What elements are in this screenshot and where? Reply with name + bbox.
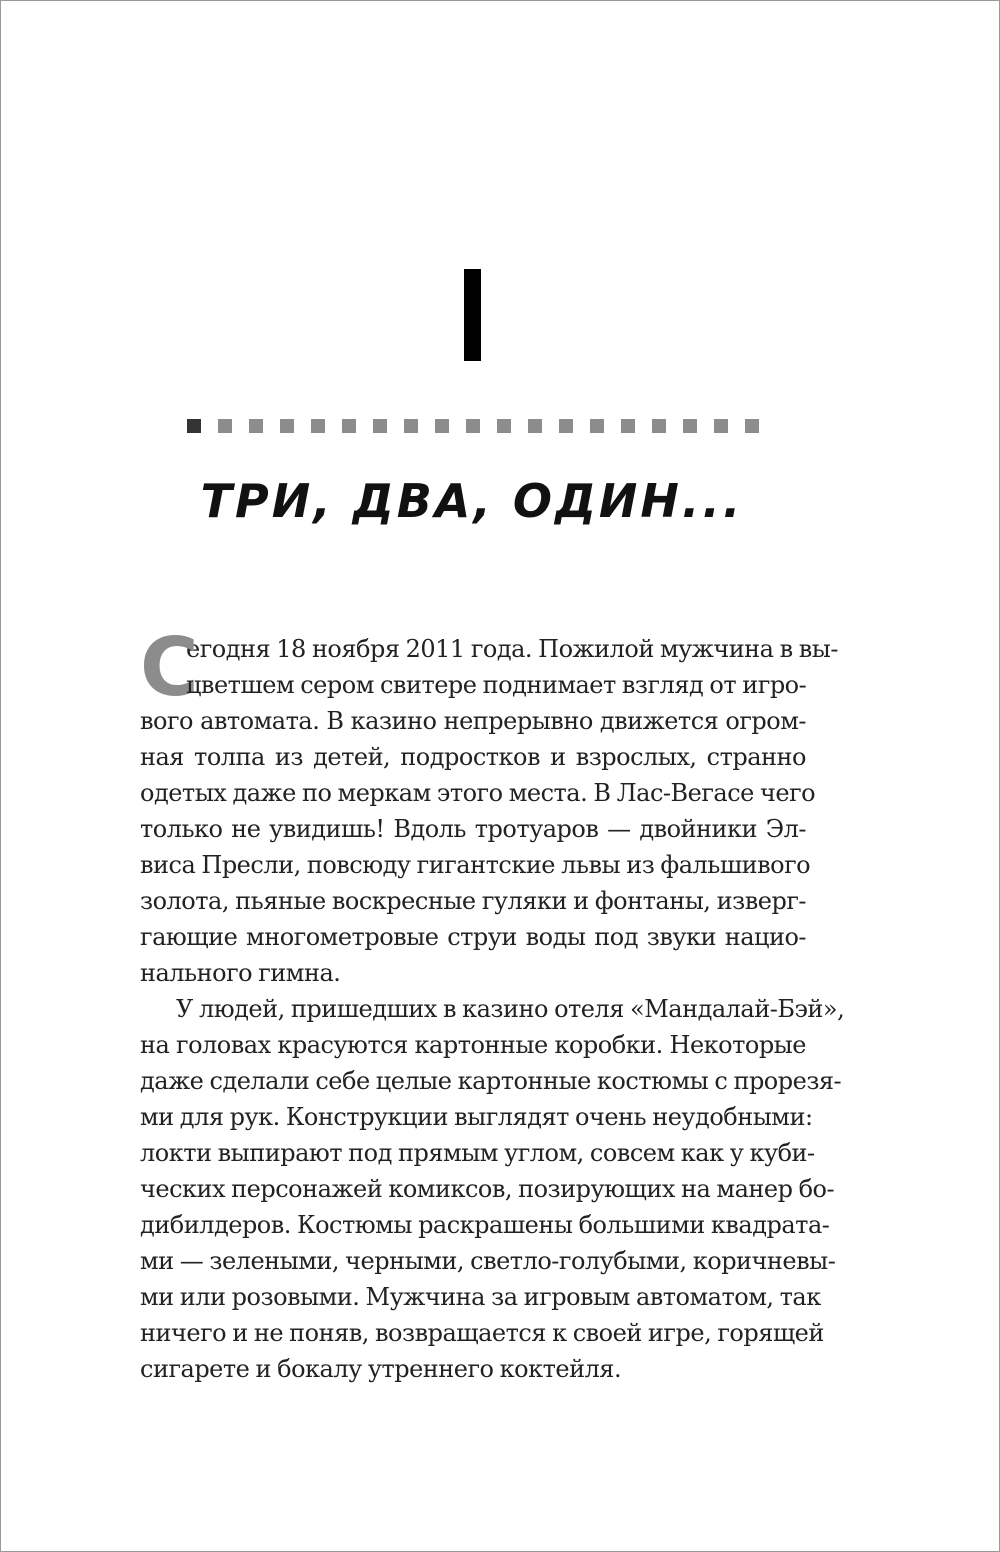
text-line: одетых даже по меркам этого места. В Лас-Вегасе чего <box>140 779 816 807</box>
separator-square <box>373 419 387 433</box>
text-line: нального гимна. <box>140 959 341 987</box>
chapter-numeral <box>1 269 943 365</box>
separator-square <box>714 419 728 433</box>
separator-square <box>745 419 759 433</box>
text-line: вого автомата. В казино непрерывно движется огром- <box>140 707 806 735</box>
text-line: ми или розовыми. Мужчина за игровым автоматом, так <box>140 1283 821 1311</box>
separator-square <box>528 419 542 433</box>
text-line: только не увидишь! Вдоль тротуаров — двойники Эл- <box>140 815 806 843</box>
text-line: виса Пресли, повсюду гигантские львы из фальшивого <box>140 851 811 879</box>
separator-square <box>621 419 635 433</box>
chapter-separator <box>187 419 767 435</box>
separator-square <box>404 419 418 433</box>
body-text <box>140 621 845 1387</box>
separator-square <box>187 419 201 433</box>
separator-square <box>435 419 449 433</box>
separator-square <box>342 419 356 433</box>
text-line: ная толпа из детей, подростков и взрослых, странно <box>140 743 806 771</box>
separator-square <box>218 419 232 433</box>
separator-square <box>311 419 325 433</box>
text-line: ми — зелеными, черными, светло-голубыми, коричневы- <box>140 1247 836 1275</box>
text-line: дибилдеров. Костюмы раскрашены большими квадрата- <box>140 1211 830 1239</box>
text-line: сигарете и бокалу утреннего коктейля. <box>140 1355 622 1383</box>
text-line: ми для рук. Конструкции выглядят очень неудобными: <box>140 1103 813 1131</box>
text-line: золота, пьяные воскресные гуляки и фонтаны, изверг- <box>140 887 806 915</box>
paragraph-1 <box>140 621 838 991</box>
separator-square <box>559 419 573 433</box>
text-line: на головах красуются картонные коробки. Некоторые <box>140 1031 806 1059</box>
separator-square <box>249 419 263 433</box>
chapter-numeral-glyph <box>464 269 481 361</box>
separator-square <box>683 419 697 433</box>
separator-square <box>466 419 480 433</box>
text-line: локти выпирают под прямым углом, совсем как у куби- <box>140 1139 815 1167</box>
text-line: У людей, пришедших в казино отеля «Мандалай-Бэй», <box>176 995 845 1023</box>
separator-square <box>590 419 604 433</box>
separator-square <box>280 419 294 433</box>
separator-square <box>652 419 666 433</box>
text-line: ничего и не поняв, возвращается к своей игре, горящей <box>140 1319 824 1347</box>
drop-cap: С <box>140 621 199 714</box>
text-line: гающие многометровые струи воды под звуки нацио- <box>140 923 806 951</box>
text-line-content: егодня 18 ноября 2011 года. Пожилой мужчина в вы- <box>186 635 838 663</box>
text-line: даже сделали себе целые картонные костюмы с прорезя- <box>140 1067 842 1095</box>
chapter-title: ТРИ, ДВА, ОДИН... <box>200 474 744 528</box>
text-line: ческих персонажей комиксов, позирующих на манер бо- <box>140 1175 835 1203</box>
chapter-numeral-text <box>1 269 2 270</box>
paragraph-2 <box>140 991 845 1387</box>
separator-square <box>497 419 511 433</box>
text-line: цветшем сером свитере поднимает взгляд от игро- <box>186 671 807 699</box>
